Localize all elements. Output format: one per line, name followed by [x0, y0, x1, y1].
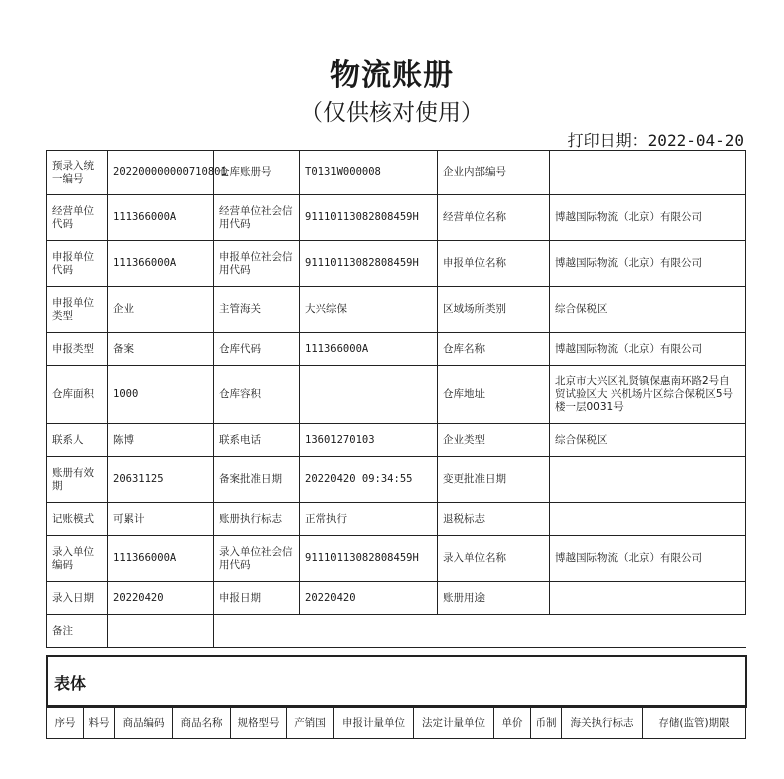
field-label: 记账模式: [47, 503, 108, 536]
field-label: 退税标志: [438, 503, 550, 536]
body-section-title: 表体: [54, 674, 87, 693]
column-header: 料号: [84, 706, 115, 739]
info-row: [47, 536, 746, 582]
field-value: [550, 582, 746, 615]
column-header: 规格型号: [231, 706, 287, 739]
field-value: 111366000A: [108, 241, 214, 287]
column-header: 存储(监管)期限: [643, 706, 746, 739]
field-value: 大兴综保: [300, 287, 438, 333]
field-label: 企业类型: [438, 424, 550, 457]
field-label: 账册有效期: [47, 457, 108, 503]
field-label: 录入日期: [47, 582, 108, 615]
info-row: [47, 366, 746, 424]
info-row: [47, 151, 746, 195]
field-value: T0131W000008: [300, 151, 438, 195]
field-value: 博越国际物流（北京）有限公司: [550, 195, 746, 241]
info-row: [47, 424, 746, 457]
field-value: 博越国际物流（北京）有限公司: [550, 536, 746, 582]
field-value: 企业: [108, 287, 214, 333]
field-label: 仓库代码: [214, 333, 300, 366]
field-label: 变更批准日期: [438, 457, 550, 503]
field-label: 预录入统一编号: [47, 151, 108, 195]
print-date-value: 2022-04-20: [647, 131, 744, 150]
print-date-line: [568, 128, 744, 151]
info-row: [47, 241, 746, 287]
field-value: 111366000A: [300, 333, 438, 366]
info-row: [47, 503, 746, 536]
field-label: 申报日期: [214, 582, 300, 615]
field-label: 申报单位代码: [47, 241, 108, 287]
remark-empty-area: [214, 615, 746, 648]
field-label: 仓库地址: [438, 366, 550, 424]
body-columns-table: [46, 705, 746, 739]
field-value: 备案: [108, 333, 214, 366]
remark-label: 备注: [47, 615, 108, 648]
field-label: 申报类型: [47, 333, 108, 366]
column-header: 法定计量单位: [414, 706, 494, 739]
field-value: 13601270103: [300, 424, 438, 457]
field-label: 申报单位名称: [438, 241, 550, 287]
field-value: 陈博: [108, 424, 214, 457]
field-value: 北京市大兴区礼贤镇保惠南环路2号自贸试验区大 兴机场片区综合保税区5号楼一层0031号: [550, 366, 746, 424]
field-label: 经营单位代码: [47, 195, 108, 241]
field-value: [550, 457, 746, 503]
body-section-header: [46, 655, 747, 708]
field-label: 仓库账册号: [214, 151, 300, 195]
column-header: 币制: [531, 706, 562, 739]
remark-value: [108, 615, 214, 648]
info-row: [47, 457, 746, 503]
info-row: [47, 195, 746, 241]
column-header: 序号: [47, 706, 84, 739]
field-value: 111366000A: [108, 195, 214, 241]
field-label: 录入单位名称: [438, 536, 550, 582]
field-value: 20220420 09:34:55: [300, 457, 438, 503]
column-header: 产销国: [287, 706, 334, 739]
column-header: 商品编码: [115, 706, 173, 739]
field-label: 账册用途: [438, 582, 550, 615]
field-label: 账册执行标志: [214, 503, 300, 536]
field-value: 正常执行: [300, 503, 438, 536]
document-title: 物流账册: [330, 58, 454, 93]
field-label: 录入单位编码: [47, 536, 108, 582]
field-value: [550, 503, 746, 536]
field-label: 仓库名称: [438, 333, 550, 366]
field-label: 申报单位类型: [47, 287, 108, 333]
field-label: 备案批准日期: [214, 457, 300, 503]
field-label: 企业内部编号: [438, 151, 550, 195]
field-value: [300, 366, 438, 424]
field-label: 主管海关: [214, 287, 300, 333]
column-header: 商品名称: [173, 706, 231, 739]
field-value: 1000: [108, 366, 214, 424]
field-value: 综合保税区: [550, 424, 746, 457]
field-value: 202200000000710801: [108, 151, 214, 195]
info-row: [47, 582, 746, 615]
field-label: 录入单位社会信用代码: [214, 536, 300, 582]
field-label: 联系电话: [214, 424, 300, 457]
field-value: 博越国际物流（北京）有限公司: [550, 241, 746, 287]
field-label: 联系人: [47, 424, 108, 457]
remark-row: [47, 615, 746, 648]
info-row: [47, 287, 746, 333]
field-value: 91110113082808459H: [300, 536, 438, 582]
field-label: 申报单位社会信用代码: [214, 241, 300, 287]
field-value: 综合保税区: [550, 287, 746, 333]
field-value: [550, 151, 746, 195]
field-value: 20220420: [300, 582, 438, 615]
field-label: 经营单位社会信用代码: [214, 195, 300, 241]
ledger-info-table: [46, 150, 746, 648]
body-columns-row: [47, 706, 746, 739]
field-label: 区域场所类别: [438, 287, 550, 333]
column-header: 海关执行标志: [562, 706, 643, 739]
field-label: 仓库容积: [214, 366, 300, 424]
field-value: 博越国际物流（北京）有限公司: [550, 333, 746, 366]
column-header: 申报计量单位: [334, 706, 414, 739]
field-value: 91110113082808459H: [300, 195, 438, 241]
field-value: 111366000A: [108, 536, 214, 582]
field-value: 20220420: [108, 582, 214, 615]
field-label: 仓库面积: [47, 366, 108, 424]
column-header: 单价: [494, 706, 531, 739]
info-row: [47, 333, 746, 366]
field-label: 经营单位名称: [438, 195, 550, 241]
document-subtitle: （仅供核对使用）: [300, 100, 484, 126]
field-value: 91110113082808459H: [300, 241, 438, 287]
print-date-label: 打印日期：: [567, 131, 648, 150]
field-value: 可累计: [108, 503, 214, 536]
field-value: 20631125: [108, 457, 214, 503]
